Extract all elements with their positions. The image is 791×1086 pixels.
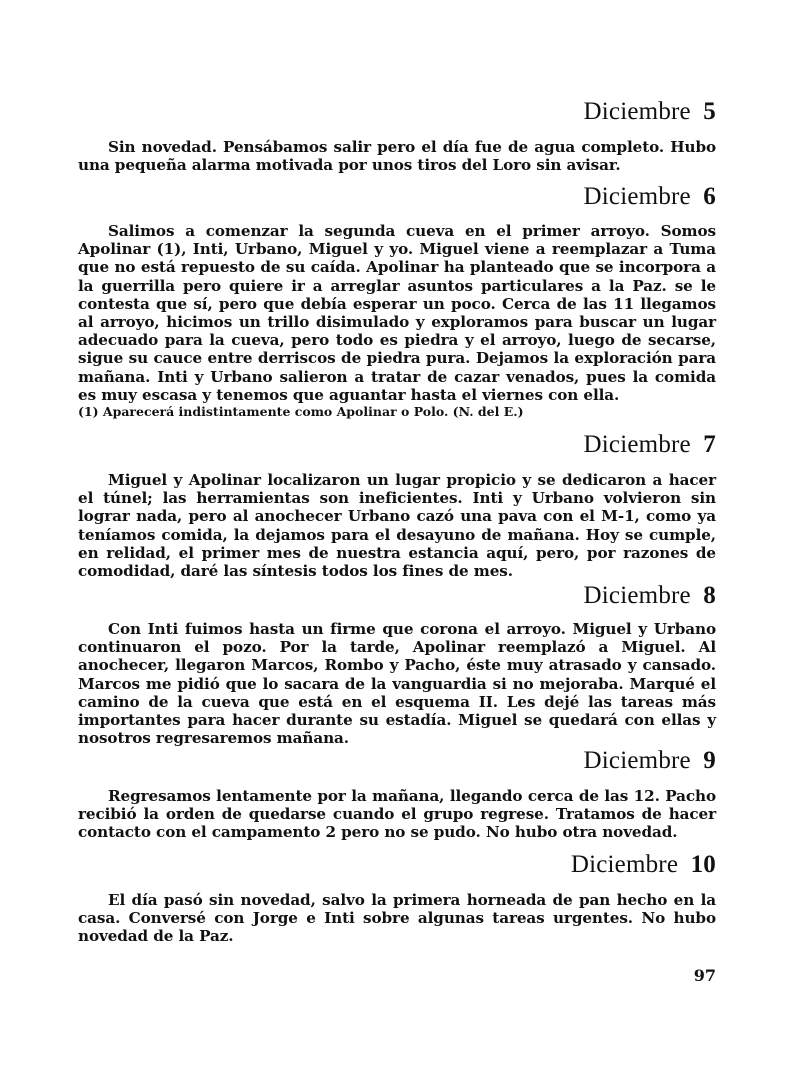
entry-text-dec-10: El día pasó sin novedad, salvo la primera horneada de pan hecho en la casa. Conversé con Jorge e Inti sobre algunas tareas urgentes. No hubo novedad de la Paz. bbox=[78, 891, 716, 946]
heading-month: Diciembre bbox=[583, 747, 691, 774]
footnote: (1) Aparecerá indistintamente como Apolinar o Polo. (N. del E.) bbox=[78, 404, 524, 419]
entry-heading-dec-8 bbox=[78, 581, 716, 611]
entry-heading-dec-9 bbox=[78, 746, 716, 776]
entry-text-dec-5: Sin novedad. Pensábamos salir pero el día fue de agua completo. Hubo una pequeña alarma motivada por unos tiros del Loro sin avisar. bbox=[78, 138, 716, 175]
heading-day: 6 bbox=[703, 183, 716, 210]
entry-heading-dec-7 bbox=[78, 430, 716, 460]
entry-text-dec-7: Miguel y Apolinar localizaron un lugar propicio y se dedicaron a hacer el túnel; las herramientas son ineficientes. Inti y Urbano volvieron sin lograr nada, pero al anochecer Urbano cazó una pava con el M-1, como ya teníamos comida, la dejamos para el desayuno de mañana. Hoy se cumple, en relidad, el primer mes de nuestra estancia aquí, pero, por razones de comodidad, daré las síntesis todos los fines de mes. bbox=[78, 471, 716, 581]
heading-day: 9 bbox=[703, 747, 716, 774]
entry-text-dec-8: Con Inti fuimos hasta un firme que corona el arroyo. Miguel y Urbano continuaron el pozo. Por la tarde, Apolinar reemplazó a Miguel. Al anochecer, llegaron Marcos, Rombo y Pacho, éste muy atrasado y cansado. Marcos me pidió que lo sacara de la vanguardia si no mejoraba. Marqué el camino de la cueva que está en el esquema II. Les dejé las tareas más importantes para hacer durante su estadía. Miguel se quedará con ellas y nosotros regresaremos mañana. bbox=[78, 620, 716, 748]
page-number: 97 bbox=[693, 966, 716, 985]
entry-heading-dec-10 bbox=[78, 850, 716, 880]
heading-day: 7 bbox=[703, 431, 716, 458]
heading-day: 5 bbox=[703, 98, 716, 125]
heading-month: Diciembre bbox=[570, 851, 679, 878]
heading-month: Diciembre bbox=[583, 431, 691, 458]
entry-text-dec-6: Salimos a comenzar la segunda cueva en el primer arroyo. Somos Apolinar (1), Inti, Urbano, Miguel y yo. Miguel viene a reemplazar a Tuma que no está repuesto de su caída. Apolinar ha planteado que se incorpora a la guerrilla pero quiere ir a arreglar asuntos particulares a la Paz. se le contesta que sí, pero que debía esperar un poco. Cerca de las 11 llegamos al arroyo, hicimos un trillo disimulado y exploramos para buscar un lugar adecuado para la cueva, pero todo es piedra y el arroyo, luego de secarse, sigue su cauce entre derriscos de piedra pura. Dejamos la exploración para mañana. Inti y Urbano salieron a tratar de cazar venados, pues la comida es muy escasa y tenemos que aguantar hasta el viernes con ella. bbox=[78, 222, 716, 404]
heading-month: Diciembre bbox=[583, 183, 691, 210]
heading-month: Diciembre bbox=[583, 582, 691, 609]
entry-heading-dec-5 bbox=[78, 97, 716, 127]
entry-text-dec-9: Regresamos lentamente por la mañana, llegando cerca de las 12. Pacho recibió la orden de quedarse cuando el grupo regrese. Tratamos de hacer contacto con el campamento 2 pero no se pudo. No hubo otra novedad. bbox=[78, 787, 716, 842]
heading-day: 10 bbox=[690, 851, 716, 878]
heading-day: 8 bbox=[703, 582, 716, 609]
heading-month: Diciembre bbox=[583, 98, 691, 125]
entry-heading-dec-6 bbox=[78, 182, 716, 212]
